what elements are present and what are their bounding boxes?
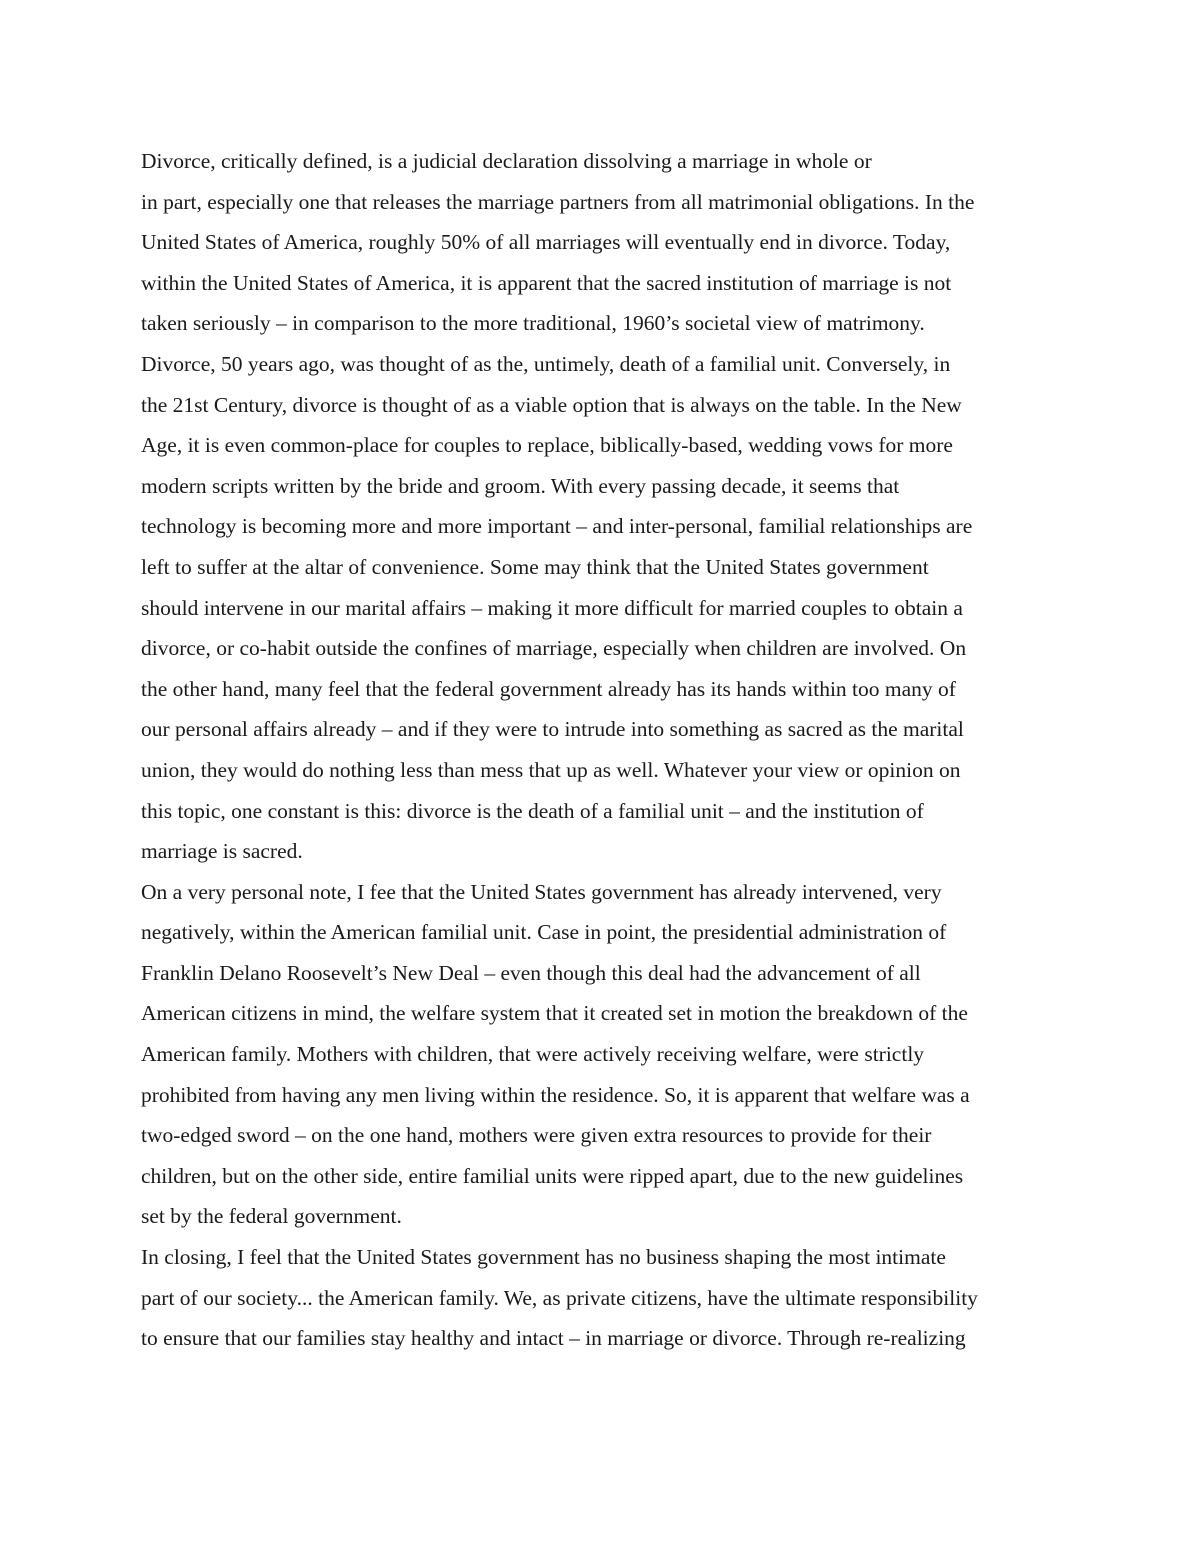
document-body	[141, 141, 1081, 1359]
paragraph-1	[141, 141, 1081, 872]
text-line: taken seriously – in comparison to the more traditional, 1960’s societal view of matrimony.	[141, 311, 925, 336]
paragraph-3	[141, 1237, 1081, 1359]
text-line: negatively, within the American familial unit. Case in point, the presidential administration of	[141, 920, 947, 945]
text-line: part of our society... the American family. We, as private citizens, have the ultimate responsibility	[141, 1285, 978, 1310]
text-line: Divorce, critically defined, is a judicial declaration dissolving a marriage in whole or	[141, 149, 872, 173]
text-line: should intervene in our marital affairs – making it more difficult for married couples to obtain a	[141, 595, 963, 620]
text-line: union, they would do nothing less than mess that up as well. Whatever your view or opinion on	[141, 757, 961, 782]
text-line: set by the federal government.	[141, 1204, 402, 1229]
text-line: within the United States of America, it is apparent that the sacred institution of marriage is not	[141, 270, 952, 295]
text-line: modern scripts written by the bride and groom. With every passing decade, it seems that	[141, 473, 900, 498]
text-line: Age, it is even common-place for couples to replace, biblically-based, wedding vows for more	[141, 433, 953, 458]
text-line: our personal affairs already – and if they were to intrude into something as sacred as the marital	[141, 717, 964, 742]
text-line: marriage is sacred.	[141, 839, 303, 864]
text-line: On a very personal note, I fee that the United States government has already intervened, very	[141, 879, 942, 904]
text-line: this topic, one constant is this: divorce is the death of a familial unit – and the institution of	[141, 798, 924, 823]
paragraph-2	[141, 872, 1081, 1237]
text-line: two-edged sword – on the one hand, mothers were given extra resources to provide for their	[141, 1123, 932, 1148]
text-line: divorce, or co-habit outside the confines of marriage, especially when children are involved. On	[141, 636, 967, 661]
text-line: technology is becoming more and more important – and inter-personal, familial relationships are	[141, 514, 973, 539]
text-line: Franklin Delano Roosevelt’s New Deal – even though this deal had the advancement of all	[141, 960, 921, 985]
text-line: American family. Mothers with children, that were actively receiving welfare, were strictly	[141, 1042, 925, 1067]
text-line: American citizens in mind, the welfare system that it created set in motion the breakdown of the	[141, 1001, 968, 1026]
text-line: United States of America, roughly 50% of all marriages will eventually end in divorce. Today,	[141, 230, 951, 255]
text-line: in part, especially one that releases the marriage partners from all matrimonial obligations. In the	[141, 189, 975, 214]
text-line: children, but on the other side, entire familial units were ripped apart, due to the new guidelines	[141, 1163, 964, 1188]
text-line: prohibited from having any men living within the residence. So, it is apparent that welfare was a	[141, 1082, 970, 1107]
text-line: In closing, I feel that the United States government has no business shaping the most intimate	[141, 1245, 946, 1270]
text-line: Divorce, 50 years ago, was thought of as the, untimely, death of a familial unit. Conversely, in	[141, 351, 951, 376]
text-line: the 21st Century, divorce is thought of as a viable option that is always on the table. In the New	[141, 392, 962, 417]
text-line: to ensure that our families stay healthy and intact – in marriage or divorce. Through re-realizing	[141, 1326, 966, 1351]
text-line: left to suffer at the altar of convenience. Some may think that the United States government	[141, 554, 929, 579]
text-line: the other hand, many feel that the federal government already has its hands within too many of	[141, 676, 956, 701]
